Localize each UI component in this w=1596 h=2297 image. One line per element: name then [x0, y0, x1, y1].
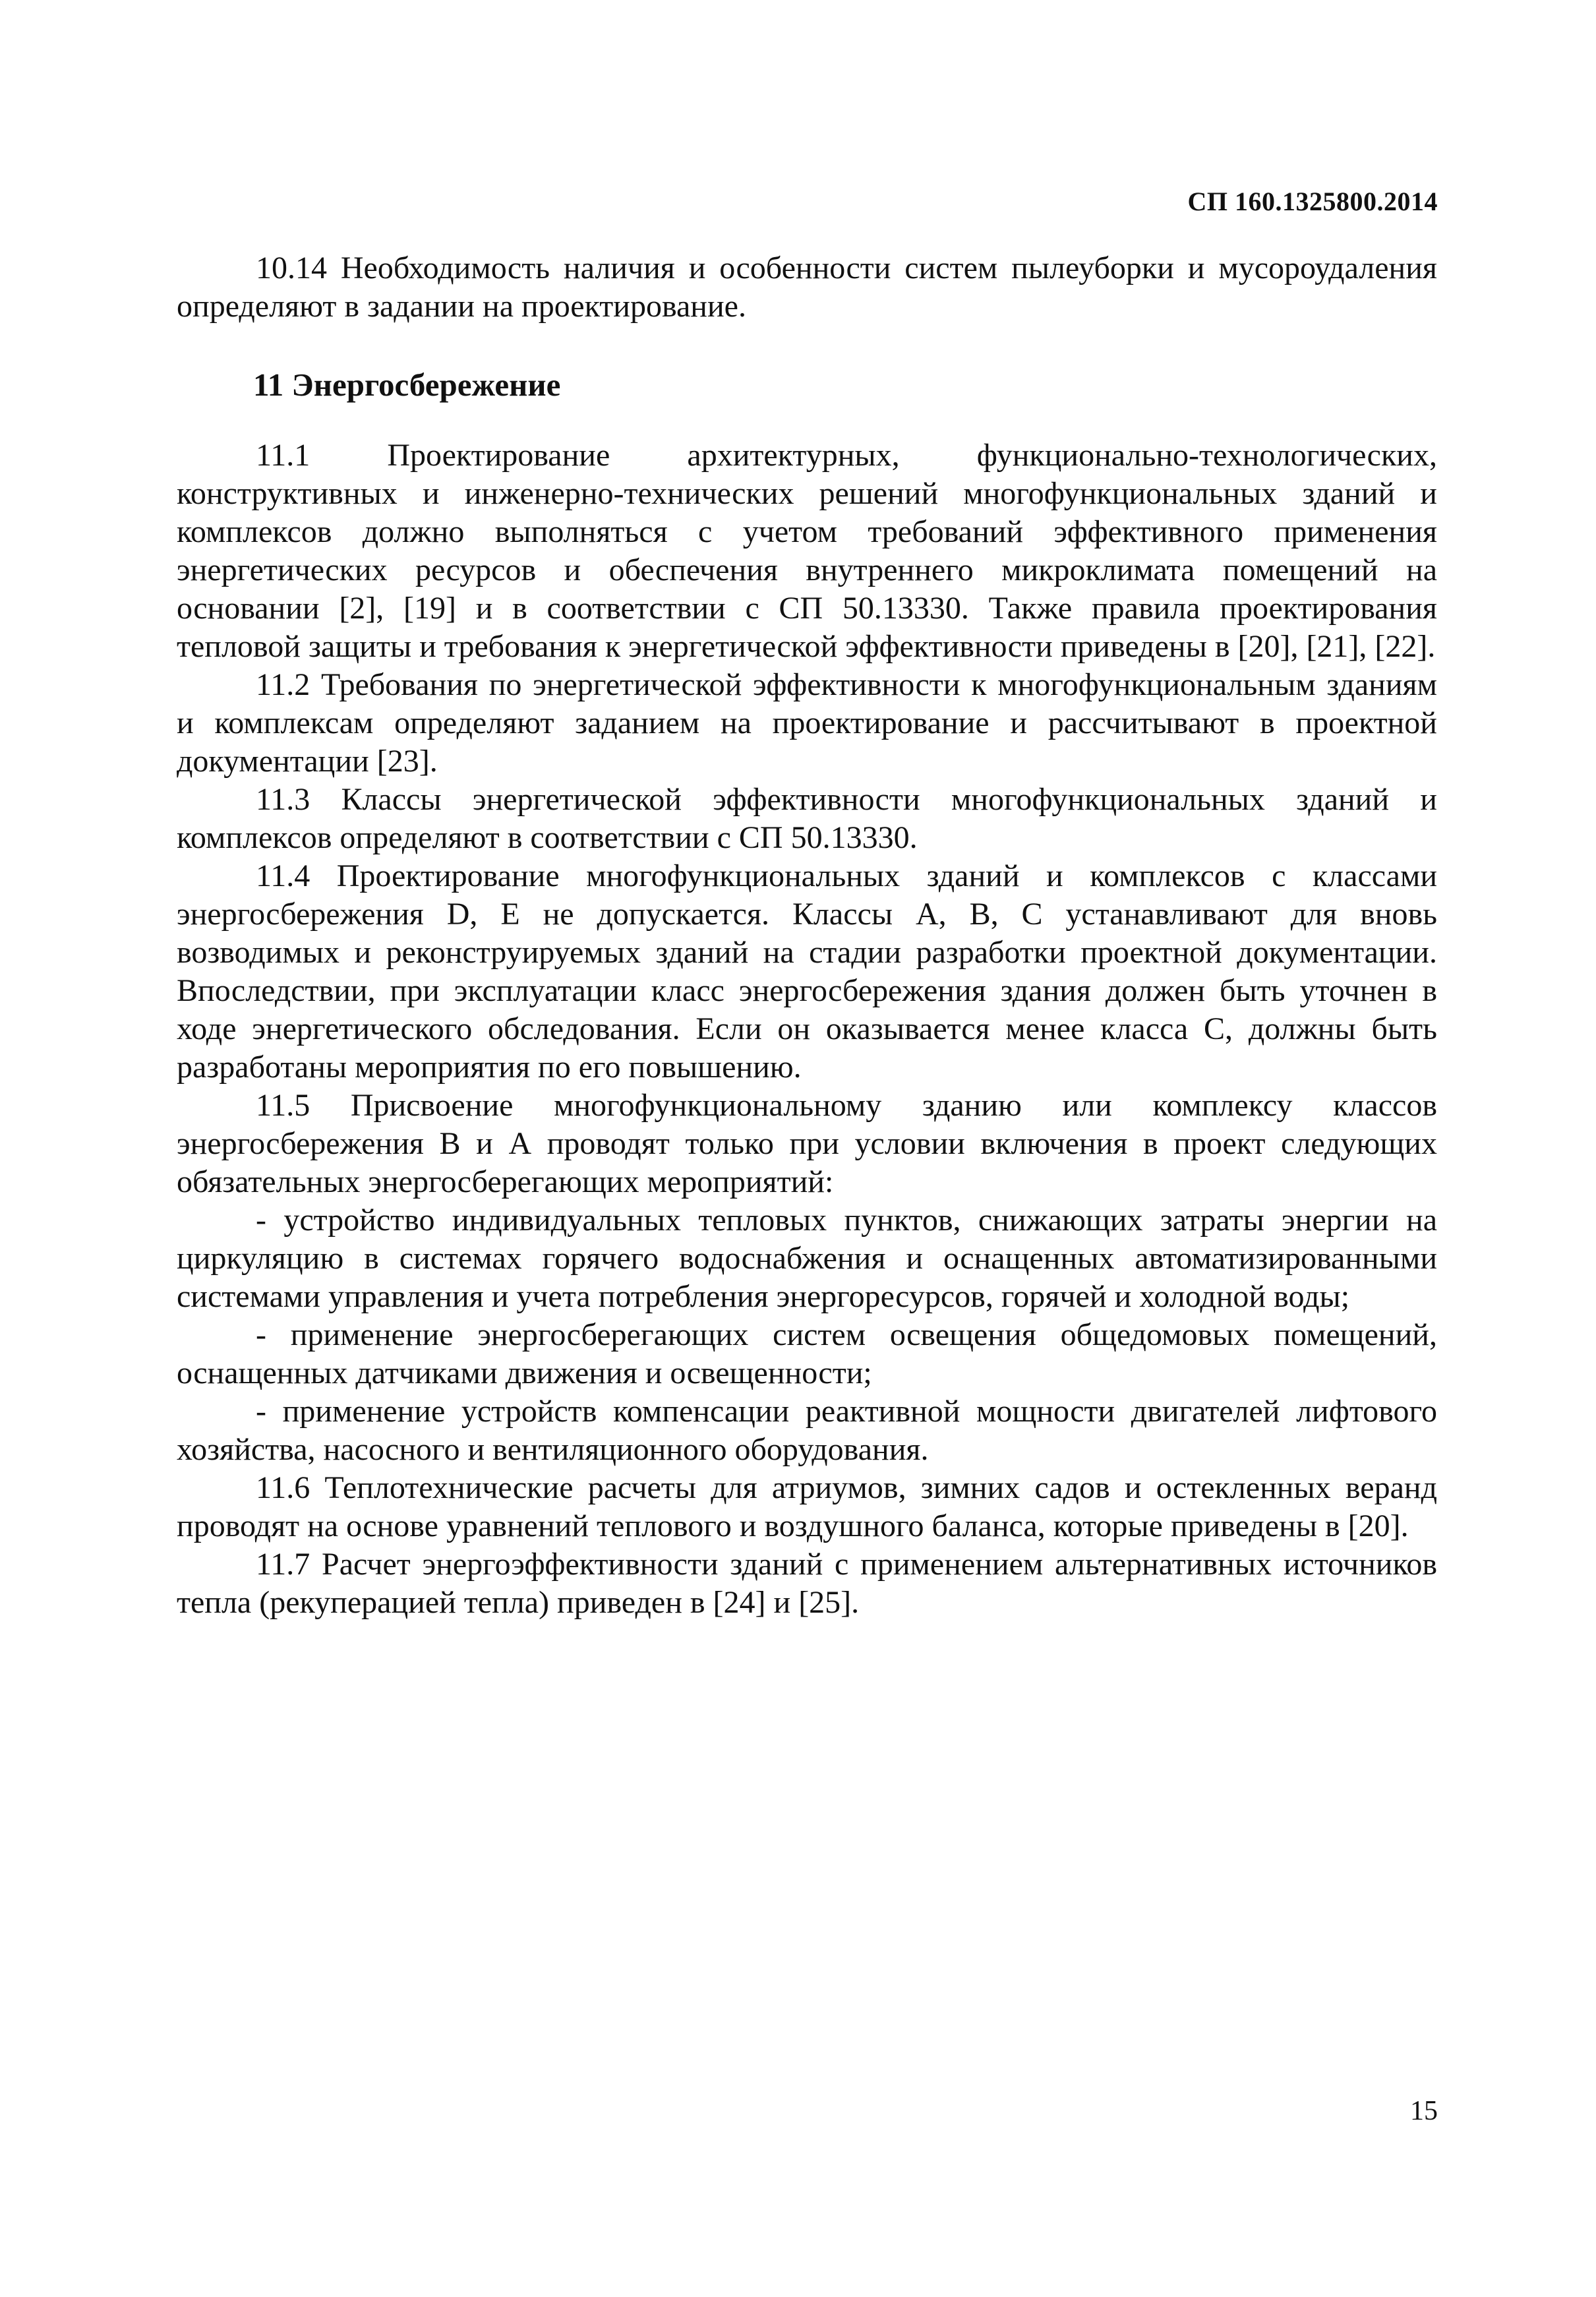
page-number: 15	[1410, 2096, 1438, 2126]
paragraph-11-2: 11.2 Требования по энергетической эффективности к многофункциональным зданиям и комплексам определяют заданием на проектирование и рассчитывают в проектной документации [23].	[177, 667, 1437, 779]
list-item-reactive-power: - применение устройств компенсации реактивной мощности двигателей лифтового хозяйства, насосного и вентиляционного оборудования.	[177, 1394, 1437, 1467]
section-heading: 11 Энергосбережение	[253, 367, 561, 403]
paragraph-11-7: 11.7 Расчет энергоэффективности зданий с применением альтернативных источников тепла (рекуперацией тепла) приведен в [24] и [25].	[177, 1547, 1437, 1620]
document-code: СП 160.1325800.2014	[1187, 187, 1438, 216]
paragraph-11-5: 11.5 Присвоение многофункциональному зданию или комплексу классов энергосбережения В и А проводят только при условии включения в проект следующих обязательных энергосберегающих мероприятий:	[177, 1088, 1437, 1199]
list-item-heat-points: - устройство индивидуальных тепловых пунктов, снижающих затраты энергии на циркуляцию в системах горячего водоснабжения и оснащенных автоматизированными системами управления и учета потребления энергоресурсов, горячей и холодной воды;	[177, 1203, 1437, 1314]
document-body	[177, 249, 1437, 1622]
list-item-lighting: - применение энергосберегающих систем освещения общедомовых помещений, оснащенных датчиками движения и освещенности;	[177, 1317, 1437, 1390]
paragraph-10-14: 10.14 Необходимость наличия и особенности систем пылеуборки и мусороудаления определяют в задании на проектирование.	[177, 251, 1437, 324]
paragraph-11-3: 11.3 Классы энергетической эффективности многофункциональных зданий и комплексов определяют в соответствии с СП 50.13330.	[177, 782, 1437, 855]
paragraph-11-1: 11.1 Проектирование архитектурных, функционально-технологических, конструктивных и инженерно-технических решений многофункциональных зданий и комплексов должно выполняться с учетом требований эффективного применения энергетических ресурсов и обеспечения внутреннего микроклимата помещений на основании [2], [19] и в соответствии с СП 50.13330. Также правила проектирования тепловой защиты и требования к энергетической эффективности приведены в [20], [21], [22].	[177, 438, 1437, 664]
paragraph-11-6: 11.6 Теплотехнические расчеты для атриумов, зимних садов и остекленных веранд проводят на основе уравнений теплового и воздушного баланса, которые приведены в [20].	[177, 1470, 1437, 1543]
paragraph-11-4: 11.4 Проектирование многофункциональных зданий и комплексов с классами энергосбережения D, E не допускается. Классы А, В, С устанавливают для вновь возводимых и реконструируемых зданий на стадии разработки проектной документации. Впоследствии, при эксплуатации класс энергосбережения здания должен быть уточнен в ходе энергетического обследования. Если он оказывается менее класса С, должны быть разработаны мероприятия по его повышению.	[177, 858, 1437, 1085]
